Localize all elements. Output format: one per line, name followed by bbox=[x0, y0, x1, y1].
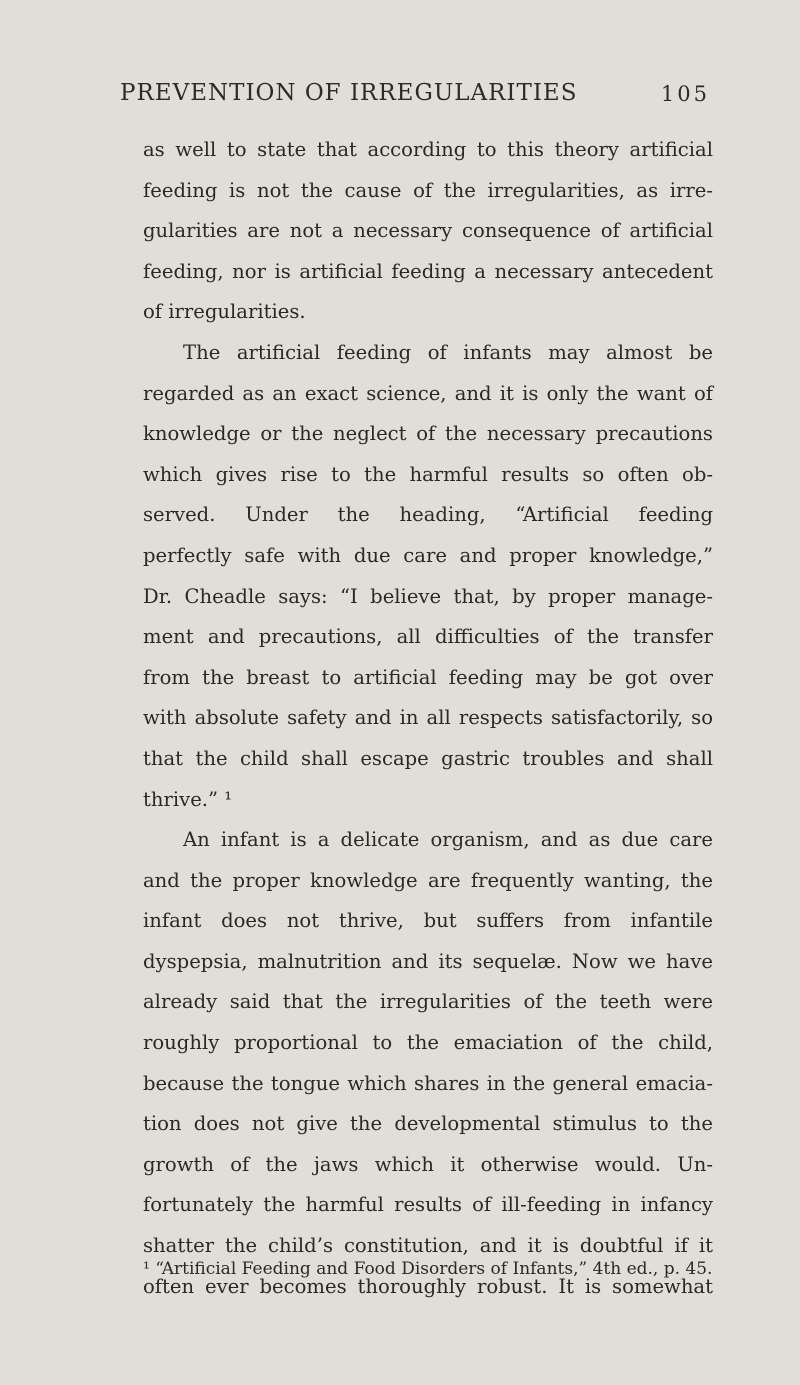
body-text bbox=[143, 130, 713, 1307]
text-line: feeding is not the cause of the irregularities, as irre- bbox=[143, 178, 713, 202]
text-line: regarded as an exact science, and it is only the want of bbox=[143, 381, 713, 405]
text-line: already said that the irregularities of the teeth were bbox=[143, 990, 713, 1014]
footnote: ¹ “Artificial Feeding and Food Disorders of Infants,” 4th ed., p. 45. bbox=[143, 1259, 713, 1279]
text-line: gularities are not a necessary consequence of artificial bbox=[143, 219, 713, 243]
text-line: The artificial feeding of infants may almost be bbox=[183, 340, 713, 364]
text-line: fortunately the harmful results of ill-feeding in infancy bbox=[143, 1193, 713, 1217]
text-line: growth of the jaws which it otherwise would. Un- bbox=[143, 1152, 713, 1176]
text-line: knowledge or the neglect of the necessary precautions bbox=[143, 422, 713, 446]
text-line: from the breast to artificial feeding may be got over bbox=[143, 665, 713, 689]
text-line: Dr. Cheadle says: “I believe that, by proper manage- bbox=[143, 584, 713, 608]
text-line: tion does not give the developmental stimulus to the bbox=[143, 1112, 713, 1136]
text-line: and the proper knowledge are frequently wanting, the bbox=[143, 868, 713, 892]
text-line: served. Under the heading, “Artificial feeding bbox=[143, 503, 713, 527]
text-line: as well to state that according to this theory artificial bbox=[143, 138, 713, 161]
running-title: PREVENTION OF IRREGULARITIES bbox=[120, 80, 578, 106]
text-line: of irregularities. bbox=[143, 300, 306, 324]
text-line: infant does not thrive, but suffers from infantile bbox=[143, 909, 713, 933]
text-line: An infant is a delicate organism, and as due care bbox=[183, 828, 713, 852]
text-line: dyspepsia, malnutrition and its sequelæ. Now we have bbox=[143, 949, 713, 973]
text-line: ment and precautions, all difficulties of the transfer bbox=[143, 625, 713, 649]
text-line: often ever becomes thoroughly robust. It is somewhat bbox=[143, 1274, 713, 1298]
text-line: thrive.” ¹ bbox=[143, 787, 233, 811]
text-line: roughly proportional to the emaciation of the child, bbox=[143, 1031, 713, 1055]
text-line: feeding, nor is artificial feeding a necessary antecedent bbox=[143, 259, 713, 283]
running-head bbox=[120, 80, 710, 120]
text-line: because the tongue which shares in the general emacia- bbox=[143, 1071, 713, 1095]
text-line: shatter the child’s constitution, and it is doubtful if it bbox=[143, 1234, 713, 1258]
text-line: that the child shall escape gastric troubles and shall bbox=[143, 746, 713, 770]
page-number: 105 bbox=[660, 82, 710, 106]
text-line: with absolute safety and in all respects satisfactorily, so bbox=[143, 706, 713, 730]
text-line: perfectly safe with due care and proper knowledge,” bbox=[143, 543, 713, 567]
text-line: which gives rise to the harmful results so often ob- bbox=[143, 462, 713, 486]
